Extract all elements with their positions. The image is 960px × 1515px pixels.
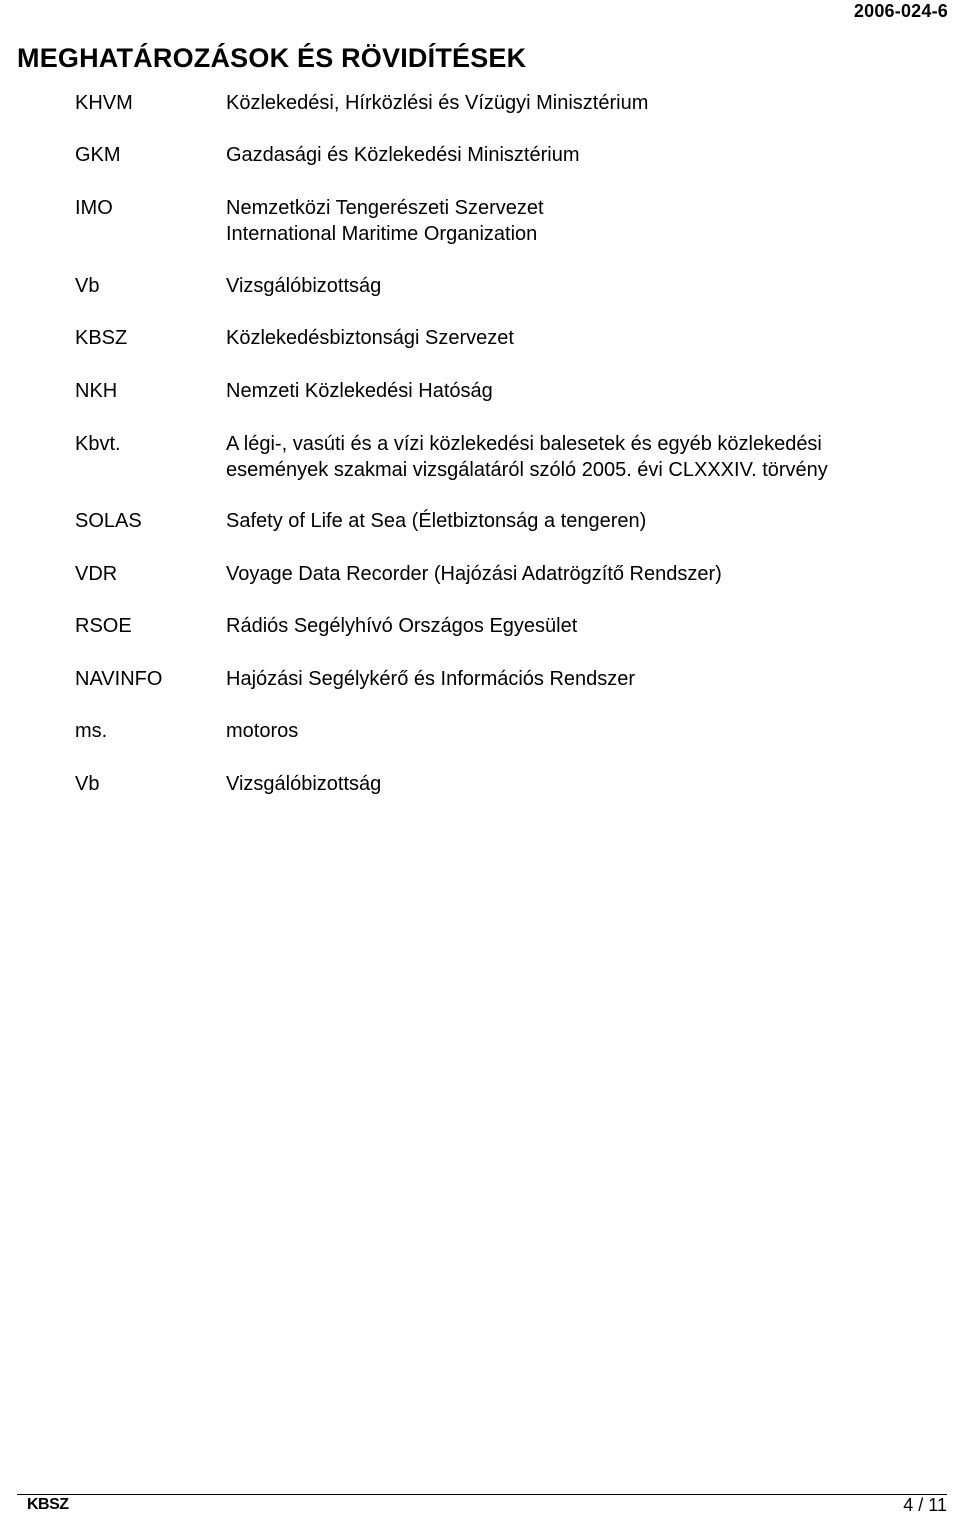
definition-text: Voyage Data Recorder (Hajózási Adatrögzítő Rendszer) [226,563,722,585]
footer-logo: KBSZ [27,1496,69,1513]
definition-text: motoros [226,720,299,742]
definition-term: RSOE [75,615,132,637]
definition-description [226,613,946,639]
definition-term: VDR [75,563,118,585]
definition-description [226,771,946,797]
definition-text: események szakmai vizsgálatáról szóló 2005. évi CLXXXIV. törvény [226,459,828,481]
definition-term: ms. [75,720,108,742]
definition-text: Safety of Life at Sea (Életbiztonság a tengeren) [226,510,647,532]
definition-description [226,431,946,483]
definition-text: A légi-, vasúti és a vízi közlekedési balesetek és egyéb közlekedési [226,433,822,455]
definition-term: GKM [75,144,121,166]
definition-description [226,142,946,168]
definition-text: Rádiós Segélyhívó Országos Egyesület [226,615,578,637]
definition-description [226,90,946,116]
definition-text: Nemzeti Közlekedési Hatóság [226,380,493,402]
definition-text: Vizsgálóbizottság [226,275,382,297]
definition-term: IMO [75,197,113,219]
definition-description [226,325,946,351]
definition-text: Vizsgálóbizottság [226,773,382,795]
definition-description [226,666,946,692]
definition-term: SOLAS [75,510,142,532]
definition-term: Vb [75,773,100,795]
definition-term: Vb [75,275,100,297]
definition-term: KHVM [75,92,133,114]
definition-text: Közlekedési, Hírközlési és Vízügyi Minisztérium [226,92,649,114]
definition-term: NKH [75,380,118,402]
footer-divider [17,1494,947,1495]
definition-description [226,378,946,404]
definition-term: KBSZ [75,327,128,349]
page-number: 4 / 11 [903,1495,947,1515]
definition-text: Hajózási Segélykérő és Információs Rendszer [226,668,636,690]
definition-term: NAVINFO [75,668,163,690]
definition-text: Gazdasági és Közlekedési Minisztérium [226,144,580,166]
definition-text: Közlekedésbiztonsági Szervezet [226,327,514,349]
definition-description [226,561,946,587]
definition-text: International Maritime Organization [226,223,538,245]
definition-description [226,718,946,744]
definition-description [226,508,946,534]
definition-text: Nemzetközi Tengerészeti Szervezet [226,197,544,219]
definition-term: Kbvt. [75,433,121,455]
definition-description [226,195,946,247]
document-id: 2006-024-6 [853,1,948,21]
definition-description [226,273,946,299]
page-title: MEGHATÁROZÁSOK ÉS RÖVIDÍTÉSEK [17,43,527,73]
